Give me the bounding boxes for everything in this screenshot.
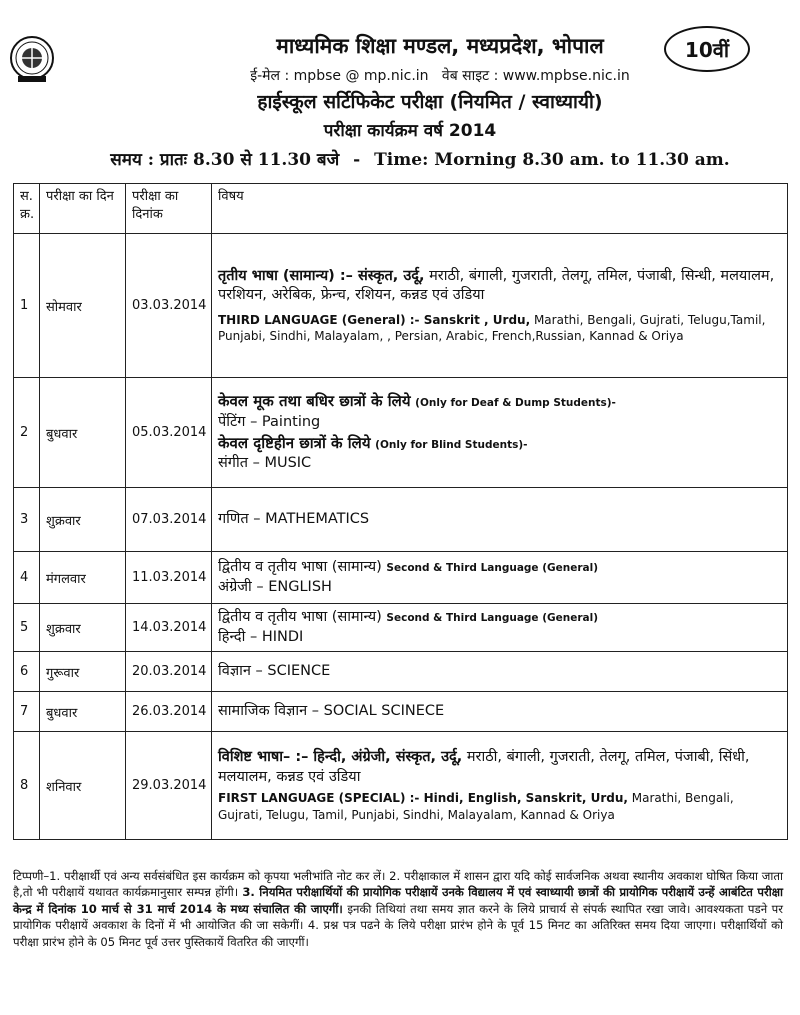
table-header-row bbox=[14, 184, 788, 234]
time-separator: - bbox=[353, 150, 361, 170]
row-day: सोमवार bbox=[40, 234, 126, 378]
row-serial: 2 bbox=[14, 378, 40, 488]
header-subject: विषय bbox=[212, 184, 788, 234]
row-day: शनिवार bbox=[40, 732, 126, 840]
subject-line: द्वितीय व तृतीय भाषा (सामान्य) Second & Third Language (General) bbox=[218, 558, 598, 575]
row-day: गुरूवार bbox=[40, 652, 126, 692]
board-name: माध्यमिक शिक्षा मण्डल, मध्यप्रदेश, भोपाल bbox=[276, 34, 604, 58]
row-serial: 4 bbox=[14, 552, 40, 604]
note-part-3: इनकी तिथियां तथा समय ज्ञात करने के लिये प्राचार्य से संपर्क स्थापित रखा जावे। आवश्यकता पडने पर प्रायोगिक परीक्षायें अवकाश के दिनों में भी आयोजित की जा सकेगीं। 4. प्रश्न पत्र पढने के लिये परीक्षा प्रारंभ होने के पूर्व 15 मिनट का अतिरिक्त समय दिया जाएगा। परीक्षार्थियों को परीक्षा प्रारंभ होने के 05 मिनट पूर्व उत्तर पुस्तिकायें वितरित की जाएगीं। bbox=[13, 901, 783, 949]
subject-english: THIRD LANGUAGE (General) :- Sanskrit , Urdu, Marathi, Bengali, Gujrati, Telugu,Tamil, Punjabi, Sindhi, Malayalam, , Persian, Arabic, French,Russian, Kannad & Oriya bbox=[218, 312, 766, 344]
subject-line: अंग्रेजी – ENGLISH bbox=[218, 578, 332, 595]
header-day: परीक्षा का दिन bbox=[40, 184, 126, 234]
subject-line: द्वितीय व तृतीय भाषा (सामान्य) Second & Third Language (General) bbox=[218, 608, 598, 625]
table-row bbox=[14, 234, 788, 378]
email-label: ई-मेल : bbox=[250, 68, 290, 84]
row-subject bbox=[212, 378, 788, 488]
row-subject: गणित – MATHEMATICS bbox=[212, 488, 788, 552]
subject-line: संगीत – MUSIC bbox=[218, 455, 312, 472]
note-part-1: टिप्पणी–1. परीक्षार्थी एवं अन्य सर्वसंबंधित इस कार्यक्रम को कृपया भलीभांति नोट कर लें। 2. परीक्षाकाल में शासन द्वारा यदि कोई सार्वजनिक अथवा स्थानीय अवकाश घोषित किया जाता है,तो भी परीक्षायें यथावत कार्यक्रमानुसार सम्पन्न होंगी। bbox=[13, 869, 783, 900]
subject-line: हिन्दी – HINDI bbox=[218, 628, 304, 645]
exam-time-line bbox=[0, 147, 800, 170]
row-date: 03.03.2014 bbox=[126, 234, 212, 378]
email-link[interactable]: mpbse @ mp.nic.in bbox=[293, 68, 429, 84]
row-serial: 3 bbox=[14, 488, 40, 552]
row-day: शुक्रवार bbox=[40, 604, 126, 652]
header-serial: स. क्र. bbox=[14, 184, 40, 234]
time-english: Time: Morning 8.30 am. to 11.30 am. bbox=[374, 150, 730, 170]
row-serial: 7 bbox=[14, 692, 40, 732]
subject-english: FIRST LANGUAGE (SPECIAL) :- Hindi, English, Sanskrit, Urdu, Marathi, Bengali, Gujrati, Telugu, Tamil, Punjabi, Sindhi, Malayalam, Kannad & Oriya bbox=[218, 791, 734, 822]
subject-hindi: विशिष्ट भाषा– :– हिन्दी, अंग्रेजी, संस्कृत, उर्दू, मराठी, बंगाली, गुजराती, तेलगू, तमिल, पंजाबी, सिंधी, मलयालम, कन्नड एवं उडिया bbox=[218, 749, 750, 785]
row-day: बुधवार bbox=[40, 692, 126, 732]
row-subject: विज्ञान – SCIENCE bbox=[212, 652, 788, 692]
row-subject: सामाजिक विज्ञान – SOCIAL SCINECE bbox=[212, 692, 788, 732]
table-row bbox=[14, 552, 788, 604]
row-date: 20.03.2014 bbox=[126, 652, 212, 692]
subject-line: पेंटिंग – Painting bbox=[218, 413, 321, 430]
subject-line: केवल मूक तथा बधिर छात्रों के लिये (Only for Deaf & Dump Students)- bbox=[218, 392, 616, 411]
time-hindi: समय : प्रातः 8.30 से 11.30 बजे bbox=[110, 150, 340, 170]
website-link[interactable]: www.mpbse.nic.in bbox=[502, 68, 630, 84]
row-day: मंगलवार bbox=[40, 552, 126, 604]
row-subject bbox=[212, 234, 788, 378]
row-date: 26.03.2014 bbox=[126, 692, 212, 732]
exam-title: हाईस्कूल सर्टिफिकेट परीक्षा (नियमित / स्वाध्यायी) bbox=[257, 91, 603, 113]
table-row bbox=[14, 488, 788, 552]
contact-line bbox=[0, 66, 800, 85]
row-serial: 6 bbox=[14, 652, 40, 692]
table-row bbox=[14, 652, 788, 692]
row-date: 07.03.2014 bbox=[126, 488, 212, 552]
table-row bbox=[14, 378, 788, 488]
subject-line: केवल दृष्टिहीन छात्रों के लिये (Only for Blind Students)- bbox=[218, 433, 528, 452]
row-date: 14.03.2014 bbox=[126, 604, 212, 652]
row-date: 05.03.2014 bbox=[126, 378, 212, 488]
row-day: बुधवार bbox=[40, 378, 126, 488]
row-serial: 8 bbox=[14, 732, 40, 840]
website-label: वेब साइट : bbox=[441, 68, 499, 84]
table-row bbox=[14, 604, 788, 652]
schedule-title: परीक्षा कार्यक्रम वर्ष 2014 bbox=[323, 121, 497, 141]
table-row bbox=[14, 692, 788, 732]
row-subject bbox=[212, 604, 788, 652]
table-row bbox=[14, 732, 788, 840]
row-date: 11.03.2014 bbox=[126, 552, 212, 604]
class-badge: 10वीं bbox=[664, 26, 750, 72]
row-subject bbox=[212, 732, 788, 840]
row-date: 29.03.2014 bbox=[126, 732, 212, 840]
note-part-2: 3. नियमित परीक्षार्थियों की प्रायोगिक परीक्षायें उनके विद्यालय में एवं स्वाध्यायी छात्रों की प्रायोगिक परीक्षायें उन्हें आबंटित परीक्षा केन्द्र में दिनांक 10 मार्च से 31 मार्च 2014 के मध्य संचालित की जाएगीं। bbox=[13, 885, 784, 916]
row-day: शुक्रवार bbox=[40, 488, 126, 552]
subject-hindi: तृतीय भाषा (सामान्य) :– संस्कृत, उर्दू, मराठी, बंगाली, गुजराती, तेलगू, तमिल, पंजाबी, सिन्धी, मलयालम, परशियन, अरेबिक, फ्रेन्च, रशियन, कन्नड एवं उडिया bbox=[218, 267, 775, 304]
row-subject bbox=[212, 552, 788, 604]
row-serial: 5 bbox=[14, 604, 40, 652]
row-serial: 1 bbox=[14, 234, 40, 378]
exam-schedule-table bbox=[13, 183, 788, 840]
footnote bbox=[13, 868, 783, 950]
header-date: परीक्षा का दिनांक bbox=[126, 184, 212, 234]
